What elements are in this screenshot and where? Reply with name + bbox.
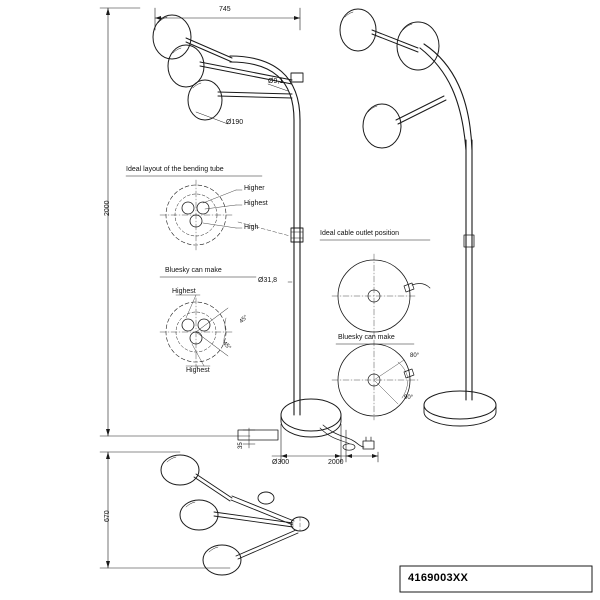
note-cable-outlet: Ideal cable outlet position: [320, 230, 399, 237]
detail-bending-tube: [126, 176, 290, 250]
dim-2000: [100, 8, 250, 436]
dim-dia300-label: Ø300: [272, 459, 290, 466]
callout-higher: Higher: [244, 185, 265, 192]
dim-dia91-label: Ø9,1: [268, 78, 284, 85]
dim-dia318-label: Ø31,8: [258, 277, 278, 284]
note-bluesky-right: Bluesky can make: [338, 334, 395, 341]
dim-dia190-label: Ø190: [226, 119, 244, 126]
callout-highest-lower: Highest: [186, 367, 210, 374]
dim-cable-2000: [346, 430, 378, 462]
isometric-view-lamp: [340, 9, 496, 426]
dim-670-label: 670: [104, 510, 111, 522]
dim-2000-label: 2000: [104, 200, 111, 216]
plan-view-lamp: [161, 455, 309, 575]
detail-cable-outlet: [320, 240, 430, 338]
dim-745-label: 745: [219, 6, 231, 13]
callout-highest-upper: Highest: [172, 288, 196, 295]
dim-35-label: 35: [238, 442, 244, 449]
dim-cable-2000-label: 2000: [328, 459, 344, 466]
part-number: 4169003XX: [408, 572, 469, 584]
angle-45-lower: 45°: [221, 340, 232, 352]
note-bluesky-left: Bluesky can make: [165, 267, 222, 274]
angle-80: 80°: [410, 353, 420, 359]
callout-high: High: [244, 224, 259, 231]
angle-45-upper: 45°: [238, 314, 250, 325]
callout-highest: Highest: [244, 200, 268, 207]
dim-dia300: [272, 424, 350, 462]
detail-bluesky-right: [332, 340, 418, 420]
note-bending-tube: Ideal layout of the bending tube: [126, 166, 224, 173]
angle-90: 90°: [404, 395, 414, 401]
dim-dia190: [196, 112, 228, 124]
